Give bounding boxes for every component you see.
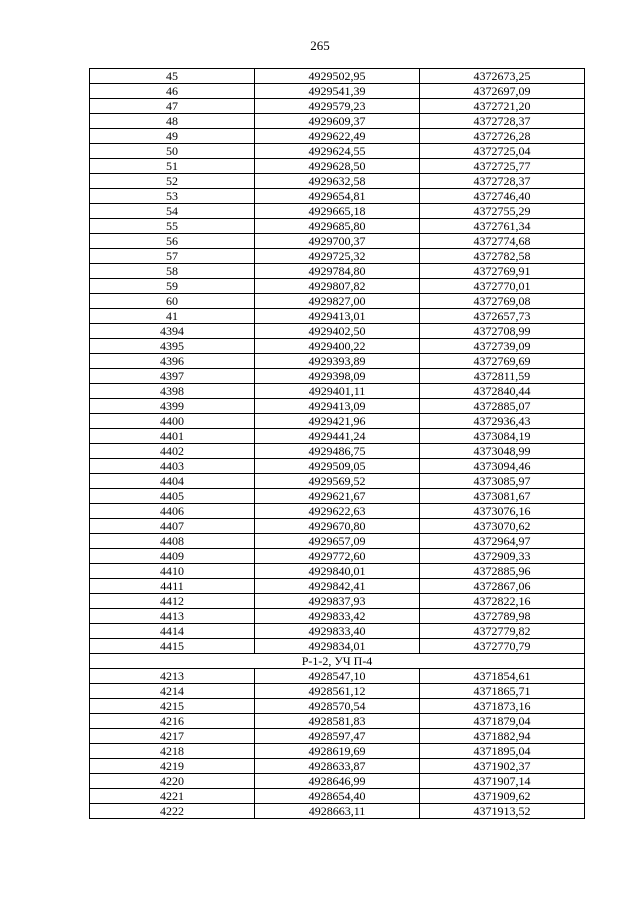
x-coordinate-cell: 4928597,47	[255, 729, 420, 744]
table-row	[90, 369, 585, 384]
y-coordinate-cell: 4372770,01	[420, 279, 585, 294]
table-row	[90, 444, 585, 459]
table-row	[90, 774, 585, 789]
y-coordinate-cell: 4372822,16	[420, 594, 585, 609]
y-coordinate-cell: 4372708,99	[420, 324, 585, 339]
x-coordinate-cell: 4928646,99	[255, 774, 420, 789]
point-number-cell: 4214	[90, 684, 255, 699]
x-coordinate-cell: 4929632,58	[255, 174, 420, 189]
y-coordinate-cell: 4372769,69	[420, 354, 585, 369]
y-coordinate-cell: 4372885,07	[420, 399, 585, 414]
coordinates-table-body	[90, 69, 585, 819]
x-coordinate-cell: 4929622,63	[255, 504, 420, 519]
table-row	[90, 744, 585, 759]
y-coordinate-cell: 4372721,20	[420, 99, 585, 114]
point-number-cell: 48	[90, 114, 255, 129]
y-coordinate-cell: 4371873,16	[420, 699, 585, 714]
point-number-cell: 4395	[90, 339, 255, 354]
point-number-cell: 4408	[90, 534, 255, 549]
y-coordinate-cell: 4372779,82	[420, 624, 585, 639]
point-number-cell: 4404	[90, 474, 255, 489]
section-header-row	[90, 654, 585, 669]
point-number-cell: 4218	[90, 744, 255, 759]
x-coordinate-cell: 4929413,09	[255, 399, 420, 414]
point-number-cell: 4402	[90, 444, 255, 459]
point-number-cell: 4413	[90, 609, 255, 624]
x-coordinate-cell: 4928619,69	[255, 744, 420, 759]
table-row	[90, 324, 585, 339]
table-row	[90, 789, 585, 804]
y-coordinate-cell: 4372770,79	[420, 639, 585, 654]
table-row	[90, 579, 585, 594]
x-coordinate-cell: 4929725,32	[255, 249, 420, 264]
point-number-cell: 56	[90, 234, 255, 249]
point-number-cell: 4394	[90, 324, 255, 339]
table-row	[90, 174, 585, 189]
x-coordinate-cell: 4929807,82	[255, 279, 420, 294]
point-number-cell: 46	[90, 84, 255, 99]
table-row	[90, 459, 585, 474]
table-row	[90, 189, 585, 204]
y-coordinate-cell: 4372782,58	[420, 249, 585, 264]
point-number-cell: 60	[90, 294, 255, 309]
x-coordinate-cell: 4929784,80	[255, 264, 420, 279]
table-row	[90, 309, 585, 324]
table-row	[90, 474, 585, 489]
table-row	[90, 249, 585, 264]
y-coordinate-cell: 4373048,99	[420, 444, 585, 459]
y-coordinate-cell: 4372909,33	[420, 549, 585, 564]
x-coordinate-cell: 4929400,22	[255, 339, 420, 354]
point-number-cell: 4407	[90, 519, 255, 534]
point-number-cell: 4401	[90, 429, 255, 444]
y-coordinate-cell: 4372867,06	[420, 579, 585, 594]
x-coordinate-cell: 4928663,11	[255, 804, 420, 819]
point-number-cell: 52	[90, 174, 255, 189]
x-coordinate-cell: 4928633,87	[255, 759, 420, 774]
y-coordinate-cell: 4372755,29	[420, 204, 585, 219]
y-coordinate-cell: 4371909,62	[420, 789, 585, 804]
y-coordinate-cell: 4372769,91	[420, 264, 585, 279]
x-coordinate-cell: 4929628,50	[255, 159, 420, 174]
point-number-cell: 4215	[90, 699, 255, 714]
point-number-cell: 4216	[90, 714, 255, 729]
x-coordinate-cell: 4929772,60	[255, 549, 420, 564]
y-coordinate-cell: 4371895,04	[420, 744, 585, 759]
point-number-cell: 47	[90, 99, 255, 114]
y-coordinate-cell: 4372725,77	[420, 159, 585, 174]
point-number-cell: 53	[90, 189, 255, 204]
x-coordinate-cell: 4928654,40	[255, 789, 420, 804]
y-coordinate-cell: 4372964,97	[420, 534, 585, 549]
x-coordinate-cell: 4929621,67	[255, 489, 420, 504]
point-number-cell: 4220	[90, 774, 255, 789]
table-row	[90, 669, 585, 684]
y-coordinate-cell: 4371865,71	[420, 684, 585, 699]
y-coordinate-cell: 4372840,44	[420, 384, 585, 399]
table-row	[90, 279, 585, 294]
table-row	[90, 84, 585, 99]
y-coordinate-cell: 4372746,40	[420, 189, 585, 204]
x-coordinate-cell: 4929654,81	[255, 189, 420, 204]
y-coordinate-cell: 4372811,59	[420, 369, 585, 384]
point-number-cell: 4397	[90, 369, 255, 384]
y-coordinate-cell: 4373081,67	[420, 489, 585, 504]
table-row	[90, 234, 585, 249]
table-row	[90, 99, 585, 114]
y-coordinate-cell: 4373070,62	[420, 519, 585, 534]
point-number-cell: 50	[90, 144, 255, 159]
y-coordinate-cell: 4371913,52	[420, 804, 585, 819]
x-coordinate-cell: 4928547,10	[255, 669, 420, 684]
table-row	[90, 159, 585, 174]
point-number-cell: 41	[90, 309, 255, 324]
table-row	[90, 219, 585, 234]
y-coordinate-cell: 4372725,04	[420, 144, 585, 159]
y-coordinate-cell: 4371879,04	[420, 714, 585, 729]
x-coordinate-cell: 4929569,52	[255, 474, 420, 489]
point-number-cell: 4410	[90, 564, 255, 579]
y-coordinate-cell: 4371907,14	[420, 774, 585, 789]
point-number-cell: 45	[90, 69, 255, 84]
y-coordinate-cell: 4371902,37	[420, 759, 585, 774]
table-row	[90, 624, 585, 639]
point-number-cell: 58	[90, 264, 255, 279]
table-row	[90, 549, 585, 564]
table-row	[90, 609, 585, 624]
y-coordinate-cell: 4372936,43	[420, 414, 585, 429]
x-coordinate-cell: 4929609,37	[255, 114, 420, 129]
point-number-cell: 51	[90, 159, 255, 174]
x-coordinate-cell: 4929402,50	[255, 324, 420, 339]
y-coordinate-cell: 4373076,16	[420, 504, 585, 519]
x-coordinate-cell: 4929622,49	[255, 129, 420, 144]
table-row	[90, 129, 585, 144]
table-row	[90, 384, 585, 399]
y-coordinate-cell: 4372697,09	[420, 84, 585, 99]
x-coordinate-cell: 4929541,39	[255, 84, 420, 99]
y-coordinate-cell: 4372728,37	[420, 174, 585, 189]
point-number-cell: 4217	[90, 729, 255, 744]
point-number-cell: 4411	[90, 579, 255, 594]
y-coordinate-cell: 4373094,46	[420, 459, 585, 474]
point-number-cell: 57	[90, 249, 255, 264]
table-row	[90, 699, 585, 714]
point-number-cell: 4396	[90, 354, 255, 369]
x-coordinate-cell: 4929579,23	[255, 99, 420, 114]
table-row	[90, 114, 585, 129]
x-coordinate-cell: 4929827,00	[255, 294, 420, 309]
x-coordinate-cell: 4929657,09	[255, 534, 420, 549]
y-coordinate-cell: 4373084,19	[420, 429, 585, 444]
point-number-cell: 49	[90, 129, 255, 144]
table-row	[90, 534, 585, 549]
x-coordinate-cell: 4929398,09	[255, 369, 420, 384]
x-coordinate-cell: 4929840,01	[255, 564, 420, 579]
table-row	[90, 639, 585, 654]
x-coordinate-cell: 4929624,55	[255, 144, 420, 159]
y-coordinate-cell: 4372769,08	[420, 294, 585, 309]
x-coordinate-cell: 4929833,42	[255, 609, 420, 624]
y-coordinate-cell: 4372789,98	[420, 609, 585, 624]
table-row	[90, 564, 585, 579]
point-number-cell: 4399	[90, 399, 255, 414]
table-row	[90, 714, 585, 729]
x-coordinate-cell: 4929509,05	[255, 459, 420, 474]
y-coordinate-cell: 4371882,94	[420, 729, 585, 744]
x-coordinate-cell: 4929401,11	[255, 384, 420, 399]
point-number-cell: 55	[90, 219, 255, 234]
point-number-cell: 4403	[90, 459, 255, 474]
x-coordinate-cell: 4929837,93	[255, 594, 420, 609]
x-coordinate-cell: 4929685,80	[255, 219, 420, 234]
table-row	[90, 354, 585, 369]
x-coordinate-cell: 4929441,24	[255, 429, 420, 444]
table-row	[90, 204, 585, 219]
point-number-cell: 4414	[90, 624, 255, 639]
table-row	[90, 729, 585, 744]
table-row	[90, 264, 585, 279]
y-coordinate-cell: 4372657,73	[420, 309, 585, 324]
x-coordinate-cell: 4929842,41	[255, 579, 420, 594]
table-row	[90, 69, 585, 84]
point-number-cell: 4213	[90, 669, 255, 684]
point-number-cell: 54	[90, 204, 255, 219]
table-row	[90, 429, 585, 444]
x-coordinate-cell: 4929486,75	[255, 444, 420, 459]
table-row	[90, 339, 585, 354]
table-row	[90, 804, 585, 819]
x-coordinate-cell: 4928561,12	[255, 684, 420, 699]
table-row	[90, 144, 585, 159]
coordinates-table	[89, 68, 585, 819]
point-number-cell: 4405	[90, 489, 255, 504]
y-coordinate-cell: 4372761,34	[420, 219, 585, 234]
x-coordinate-cell: 4928581,83	[255, 714, 420, 729]
point-number-cell: 4406	[90, 504, 255, 519]
point-number-cell: 4400	[90, 414, 255, 429]
table-row	[90, 414, 585, 429]
table-row	[90, 594, 585, 609]
point-number-cell: 4398	[90, 384, 255, 399]
y-coordinate-cell: 4372673,25	[420, 69, 585, 84]
table-row	[90, 399, 585, 414]
section-title: Р-1-2, УЧ П-4	[90, 654, 585, 669]
x-coordinate-cell: 4929393,89	[255, 354, 420, 369]
table-row	[90, 684, 585, 699]
table-row	[90, 294, 585, 309]
x-coordinate-cell: 4929834,01	[255, 639, 420, 654]
x-coordinate-cell: 4929833,40	[255, 624, 420, 639]
y-coordinate-cell: 4372774,68	[420, 234, 585, 249]
x-coordinate-cell: 4929670,80	[255, 519, 420, 534]
point-number-cell: 4221	[90, 789, 255, 804]
table-row	[90, 504, 585, 519]
table-row	[90, 519, 585, 534]
page-number: 265	[310, 38, 330, 53]
x-coordinate-cell: 4929413,01	[255, 309, 420, 324]
point-number-cell: 59	[90, 279, 255, 294]
x-coordinate-cell: 4929421,96	[255, 414, 420, 429]
point-number-cell: 4415	[90, 639, 255, 654]
x-coordinate-cell: 4929665,18	[255, 204, 420, 219]
y-coordinate-cell: 4372885,96	[420, 564, 585, 579]
table-row	[90, 489, 585, 504]
table-row	[90, 759, 585, 774]
y-coordinate-cell: 4372726,28	[420, 129, 585, 144]
point-number-cell: 4222	[90, 804, 255, 819]
y-coordinate-cell: 4371854,61	[420, 669, 585, 684]
x-coordinate-cell: 4928570,54	[255, 699, 420, 714]
point-number-cell: 4412	[90, 594, 255, 609]
point-number-cell: 4219	[90, 759, 255, 774]
y-coordinate-cell: 4372728,37	[420, 114, 585, 129]
y-coordinate-cell: 4372739,09	[420, 339, 585, 354]
x-coordinate-cell: 4929502,95	[255, 69, 420, 84]
point-number-cell: 4409	[90, 549, 255, 564]
x-coordinate-cell: 4929700,37	[255, 234, 420, 249]
y-coordinate-cell: 4373085,97	[420, 474, 585, 489]
